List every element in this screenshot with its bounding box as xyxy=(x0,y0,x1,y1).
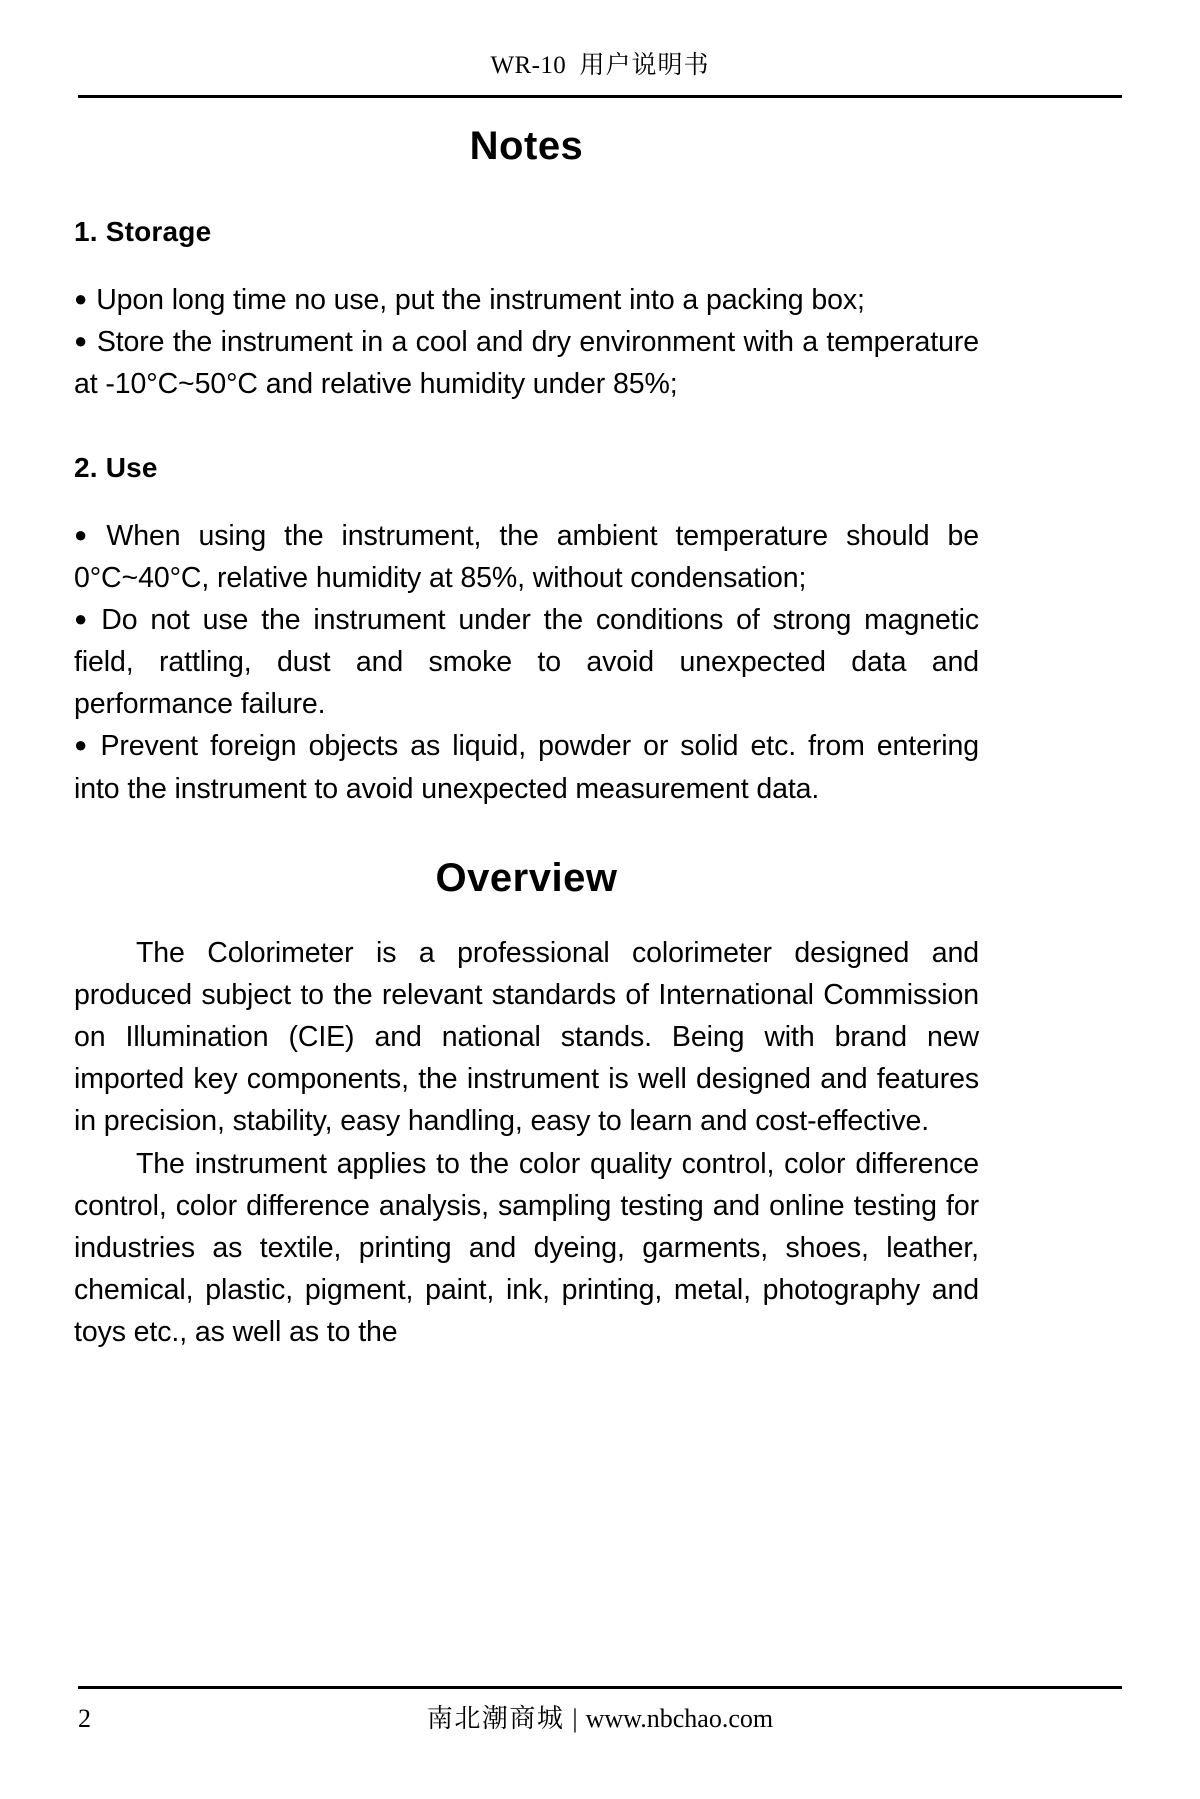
page-footer xyxy=(78,1699,1122,1739)
list-item xyxy=(74,725,979,809)
section-heading-storage: 1. Storage xyxy=(74,216,212,247)
paragraph: The instrument applies to the color quality control, color difference control, color difference analysis, sampling testing and online testing for industries as textile, printing and dyeing, garments, shoes, leather, chemical, plastic, pigment, paint, ink, printing, metal, photography and toys etc., as well as to the xyxy=(74,1147,979,1349)
running-header xyxy=(78,52,1122,80)
footer-shop-name: 南北潮商城 xyxy=(426,1704,565,1733)
list-item xyxy=(74,599,979,726)
list-item xyxy=(74,321,979,405)
list-item xyxy=(74,515,979,599)
list-item-text: Do not use the instrument under the conditions of strong magnetic field, rattling, dust and smoke to avoid unexpected data and performance failure. xyxy=(74,603,979,721)
bullet-dot-icon: ● xyxy=(74,286,88,311)
storage-bullet-list xyxy=(74,279,979,406)
footer-attribution xyxy=(78,1699,1122,1739)
bullet-dot-icon: ● xyxy=(74,521,98,547)
document-content xyxy=(74,112,979,1353)
footer-separator: | xyxy=(572,1704,578,1733)
list-item xyxy=(74,279,979,321)
list-item-text: When using the instrument, the ambient temperature should be 0°C~40°C, relative humidity at 85%, without condensation; xyxy=(74,519,979,594)
header-divider xyxy=(78,95,1122,98)
running-header-model: WR-10 xyxy=(490,52,567,79)
bullet-dot-icon: ● xyxy=(74,328,88,354)
bullet-dot-icon: ● xyxy=(74,732,92,758)
overview-body xyxy=(74,932,979,1354)
footer-website: www.nbchao.com xyxy=(585,1704,774,1733)
page-number: 2 xyxy=(78,1704,91,1733)
running-header-title-cjk: 用户说明书 xyxy=(579,52,710,79)
use-bullet-list xyxy=(74,515,979,810)
list-item-text: Store the instrument in a cool and dry environment with a temperature at -10°C~50°C and relative humidity under 85%; xyxy=(74,326,979,401)
section-heading-use: 2. Use xyxy=(74,451,158,483)
list-item-text: Prevent foreign objects as liquid, powder or solid etc. from entering into the instrument to avoid unexpected measurement data. xyxy=(74,730,979,805)
bullet-dot-icon: ● xyxy=(74,605,93,631)
footer-divider xyxy=(78,1686,1122,1689)
paragraph: The Colorimeter is a professional colorimeter designed and produced subject to the relevant standards of International Commission on Illumination (CIE) and national stands. Being with brand new imported key components, the instrument is well designed and features in precision, stability, easy handling, easy to learn and cost-effective. xyxy=(74,936,979,1138)
list-item-text: Upon long time no use, put the instrument into a packing box; xyxy=(96,284,865,316)
page-title-overview: Overview xyxy=(435,855,618,900)
page-title-notes: Notes xyxy=(469,124,584,168)
